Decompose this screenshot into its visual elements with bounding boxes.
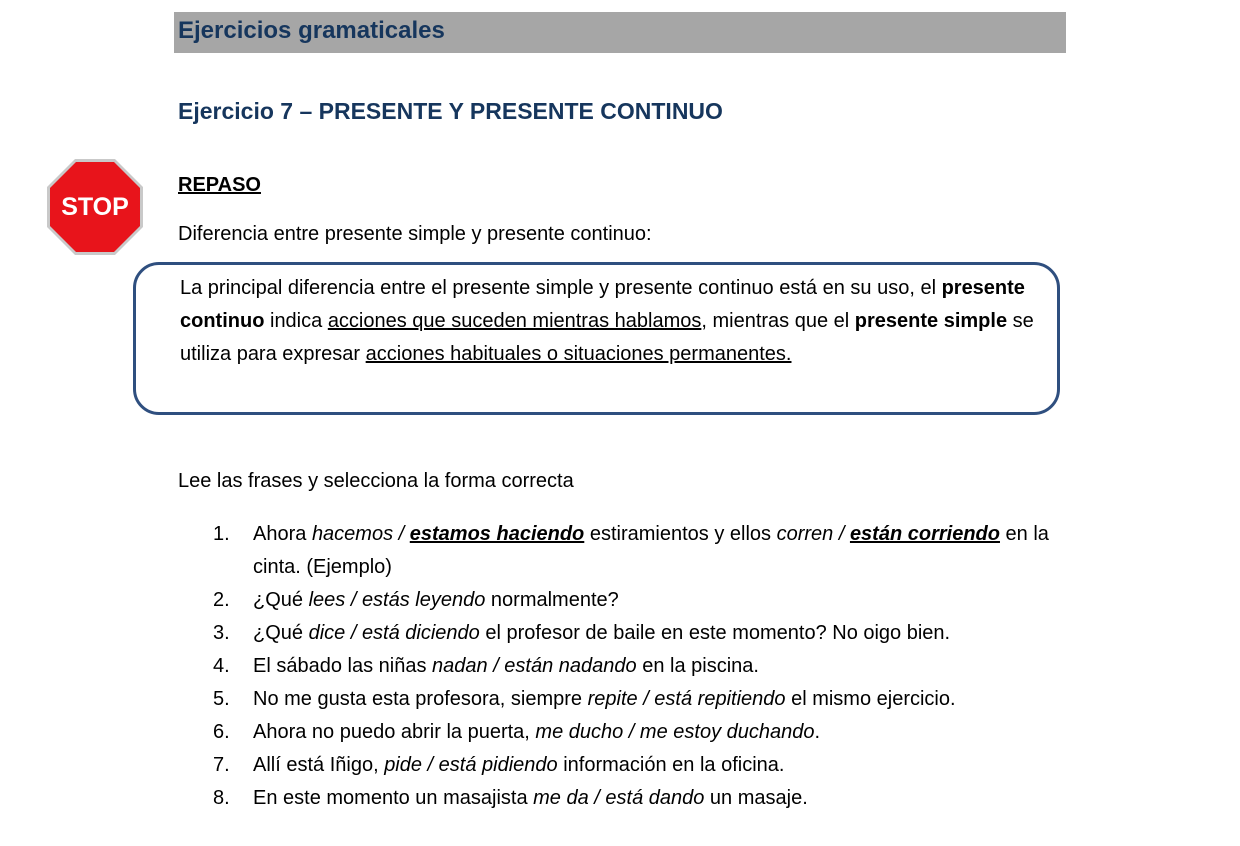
item-options: lees / estás leyendo [308, 589, 486, 611]
item-text: en la piscina. [636, 655, 759, 677]
review-intro: Diferencia entre presente simple y presente continuo: [178, 223, 652, 245]
exercise-list [178, 518, 1078, 815]
item-option: corren / [776, 523, 850, 545]
item-text: Allí está Iñigo, [253, 754, 385, 776]
item-number: 5. [213, 688, 230, 710]
item-text: El sábado las niñas [253, 655, 433, 677]
definition-box [133, 262, 1060, 415]
item-number: 2. [213, 589, 230, 611]
definition-text [180, 272, 1056, 371]
item-options: dice / está diciendo [308, 622, 480, 644]
item-text: un masaje. [704, 787, 808, 809]
item-number: 4. [213, 655, 230, 677]
list-item [178, 716, 1078, 749]
header-title: Ejercicios gramaticales [178, 17, 445, 44]
item-text: normalmente? [485, 589, 619, 611]
item-text: . [814, 721, 821, 743]
item-text: ¿Qué [253, 589, 309, 611]
list-item [178, 518, 1078, 584]
definition-underline-simple: acciones habituales o situaciones permanentes. [365, 343, 792, 365]
definition-part: se utiliza para expresar [180, 310, 1034, 365]
item-text: Ahora no puedo abrir la puerta, [253, 721, 536, 743]
definition-term-continuous: presente continuo [180, 277, 1025, 332]
item-number: 3. [213, 622, 230, 644]
definition-part: indica [264, 310, 328, 332]
header-bar [174, 12, 1066, 53]
item-text: información en la oficina. [557, 754, 785, 776]
list-item [178, 584, 1078, 617]
review-heading: REPASO [178, 174, 261, 196]
item-options: pide / está pidiendo [384, 754, 558, 776]
item-number: 6. [213, 721, 230, 743]
item-text: Ahora [253, 523, 312, 545]
item-number: 7. [213, 754, 230, 776]
item-options: repite / está repitiendo [587, 688, 786, 710]
list-item [178, 782, 1078, 815]
item-text: el mismo ejercicio. [785, 688, 956, 710]
item-option: hacemos / [311, 523, 410, 545]
item-options: nadan / están nadando [432, 655, 637, 677]
stop-sign-icon [46, 158, 144, 256]
exercise-title: Ejercicio 7 – PRESENTE Y PRESENTE CONTINUO [178, 98, 723, 124]
item-text: el profesor de baile en este momento? No oigo bien. [479, 622, 951, 644]
item-answer: estamos haciendo [409, 523, 585, 545]
instruction: Lee las frases y selecciona la forma correcta [178, 470, 574, 492]
definition-part: , mientras que el [701, 310, 855, 332]
item-number: 8. [213, 787, 230, 809]
item-options: me ducho / me estoy duchando [535, 721, 815, 743]
item-options: me da / está dando [533, 787, 705, 809]
list-item [178, 650, 1078, 683]
list-item [178, 749, 1078, 782]
item-text: No me gusta esta profesora, siempre [253, 688, 588, 710]
definition-part: La principal diferencia entre el presente simple y presente continuo está en su uso, el [180, 277, 942, 299]
item-text: En este momento un masajista [253, 787, 534, 809]
item-number: 1. [213, 523, 230, 545]
definition-term-simple: presente simple [854, 310, 1008, 332]
stop-sign-label: STOP [61, 193, 129, 221]
item-text: ¿Qué [253, 622, 309, 644]
item-answer: están corriendo [849, 523, 1000, 545]
definition-underline-continuous: acciones que suceden mientras hablamos [327, 310, 702, 332]
item-text: en la cinta. (Ejemplo) [253, 523, 1049, 578]
list-item [178, 617, 1078, 650]
list-item [178, 683, 1078, 716]
item-text: estiramientos y ellos [584, 523, 777, 545]
